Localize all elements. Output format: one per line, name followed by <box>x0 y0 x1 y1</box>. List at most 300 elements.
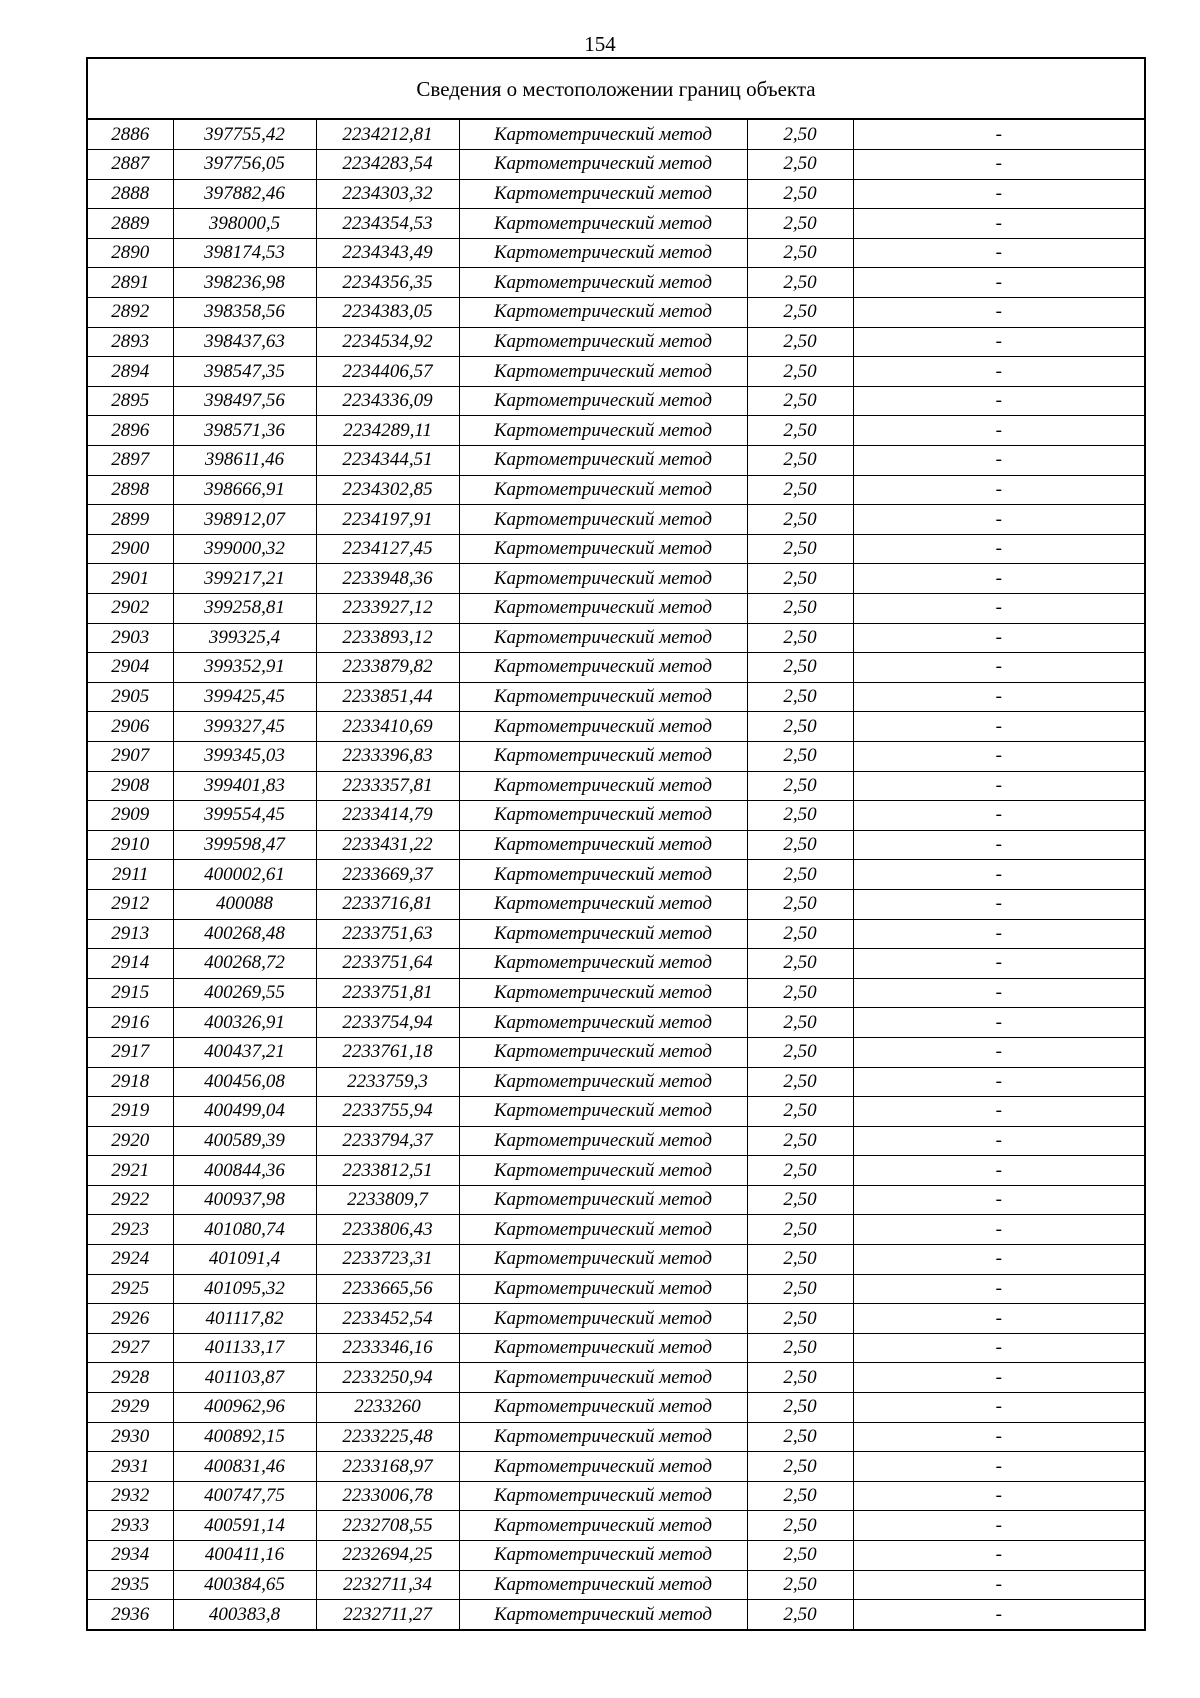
description-cell: - <box>853 1245 1144 1275</box>
description-cell: - <box>853 860 1144 890</box>
description-cell: - <box>853 1570 1144 1600</box>
method-cell: Картометрический метод <box>459 653 747 683</box>
table-row <box>88 1541 1144 1571</box>
method-cell: Картометрический метод <box>459 505 747 535</box>
description-cell: - <box>853 150 1144 180</box>
precision-cell: 2,50 <box>747 712 853 742</box>
x-coordinate-cell: 400937,98 <box>173 1185 316 1215</box>
y-coordinate-cell: 2233168,97 <box>316 1452 459 1482</box>
x-coordinate-cell: 400002,61 <box>173 860 316 890</box>
method-cell: Картометрический метод <box>459 1481 747 1511</box>
y-coordinate-cell: 2232711,27 <box>316 1600 459 1630</box>
x-coordinate-cell: 399325,4 <box>173 623 316 653</box>
precision-cell: 2,50 <box>747 1363 853 1393</box>
y-coordinate-cell: 2233759,3 <box>316 1067 459 1097</box>
point-number-cell: 2903 <box>88 623 173 653</box>
y-coordinate-cell: 2234302,85 <box>316 475 459 505</box>
y-coordinate-cell: 2234336,09 <box>316 386 459 416</box>
method-cell: Картометрический метод <box>459 446 747 476</box>
point-number-cell: 2901 <box>88 564 173 594</box>
method-cell: Картометрический метод <box>459 889 747 919</box>
description-cell: - <box>853 623 1144 653</box>
table-row <box>88 1333 1144 1363</box>
method-cell: Картометрический метод <box>459 1156 747 1186</box>
method-cell: Картометрический метод <box>459 120 747 150</box>
table-row <box>88 712 1144 742</box>
point-number-cell: 2900 <box>88 534 173 564</box>
x-coordinate-cell: 400591,14 <box>173 1511 316 1541</box>
y-coordinate-cell: 2233754,94 <box>316 1008 459 1038</box>
x-coordinate-cell: 397882,46 <box>173 179 316 209</box>
x-coordinate-cell: 400268,48 <box>173 919 316 949</box>
description-cell: - <box>853 712 1144 742</box>
description-cell: - <box>853 386 1144 416</box>
x-coordinate-cell: 399345,03 <box>173 741 316 771</box>
description-cell: - <box>853 327 1144 357</box>
y-coordinate-cell: 2233250,94 <box>316 1363 459 1393</box>
description-cell: - <box>853 889 1144 919</box>
precision-cell: 2,50 <box>747 1333 853 1363</box>
description-cell: - <box>853 1008 1144 1038</box>
method-cell: Картометрический метод <box>459 564 747 594</box>
description-cell: - <box>853 1097 1144 1127</box>
method-cell: Картометрический метод <box>459 1245 747 1275</box>
table-row <box>88 1097 1144 1127</box>
table-row <box>88 1126 1144 1156</box>
point-number-cell: 2922 <box>88 1185 173 1215</box>
point-number-cell: 2929 <box>88 1393 173 1423</box>
table-row <box>88 298 1144 328</box>
point-number-cell: 2935 <box>88 1570 173 1600</box>
precision-cell: 2,50 <box>747 1126 853 1156</box>
precision-cell: 2,50 <box>747 1304 853 1334</box>
x-coordinate-cell: 398611,46 <box>173 446 316 476</box>
description-cell: - <box>853 238 1144 268</box>
table-row <box>88 268 1144 298</box>
y-coordinate-cell: 2234406,57 <box>316 357 459 387</box>
method-cell: Картометрический метод <box>459 623 747 653</box>
y-coordinate-cell: 2233794,37 <box>316 1126 459 1156</box>
y-coordinate-cell: 2233809,7 <box>316 1185 459 1215</box>
y-coordinate-cell: 2233669,37 <box>316 860 459 890</box>
method-cell: Картометрический метод <box>459 327 747 357</box>
x-coordinate-cell: 398000,5 <box>173 209 316 239</box>
precision-cell: 2,50 <box>747 801 853 831</box>
precision-cell: 2,50 <box>747 830 853 860</box>
table-row <box>88 1363 1144 1393</box>
point-number-cell: 2890 <box>88 238 173 268</box>
y-coordinate-cell: 2233751,64 <box>316 949 459 979</box>
precision-cell: 2,50 <box>747 150 853 180</box>
x-coordinate-cell: 400268,72 <box>173 949 316 979</box>
method-cell: Картометрический метод <box>459 594 747 624</box>
precision-cell: 2,50 <box>747 298 853 328</box>
point-number-cell: 2920 <box>88 1126 173 1156</box>
point-number-cell: 2911 <box>88 860 173 890</box>
point-number-cell: 2899 <box>88 505 173 535</box>
precision-cell: 2,50 <box>747 741 853 771</box>
description-cell: - <box>853 179 1144 209</box>
method-cell: Картометрический метод <box>459 238 747 268</box>
y-coordinate-cell: 2233346,16 <box>316 1333 459 1363</box>
table-row <box>88 771 1144 801</box>
table-row <box>88 919 1144 949</box>
description-cell: - <box>853 1215 1144 1245</box>
point-number-cell: 2896 <box>88 416 173 446</box>
table-row <box>88 1422 1144 1452</box>
table-row <box>88 1304 1144 1334</box>
precision-cell: 2,50 <box>747 1215 853 1245</box>
point-number-cell: 2916 <box>88 1008 173 1038</box>
description-cell: - <box>853 1067 1144 1097</box>
point-number-cell: 2934 <box>88 1541 173 1571</box>
x-coordinate-cell: 400844,36 <box>173 1156 316 1186</box>
table-row <box>88 209 1144 239</box>
table-row <box>88 386 1144 416</box>
point-number-cell: 2912 <box>88 889 173 919</box>
point-number-cell: 2894 <box>88 357 173 387</box>
precision-cell: 2,50 <box>747 238 853 268</box>
point-number-cell: 2917 <box>88 1037 173 1067</box>
point-number-cell: 2914 <box>88 949 173 979</box>
method-cell: Картометрический метод <box>459 830 747 860</box>
x-coordinate-cell: 397755,42 <box>173 120 316 150</box>
y-coordinate-cell: 2233396,83 <box>316 741 459 771</box>
x-coordinate-cell: 399401,83 <box>173 771 316 801</box>
table-row <box>88 1245 1144 1275</box>
x-coordinate-cell: 400892,15 <box>173 1422 316 1452</box>
description-cell: - <box>853 564 1144 594</box>
precision-cell: 2,50 <box>747 179 853 209</box>
method-cell: Картометрический метод <box>459 1185 747 1215</box>
table-row <box>88 1600 1144 1630</box>
description-cell: - <box>995 1603 1002 1625</box>
table-row <box>88 682 1144 712</box>
description-cell: - <box>853 1481 1144 1511</box>
method-cell: Картометрический метод <box>459 1600 747 1630</box>
description-cell: - <box>853 594 1144 624</box>
x-coordinate-cell: 398547,35 <box>173 357 316 387</box>
point-number-cell: 2930 <box>88 1422 173 1452</box>
table-row <box>88 889 1144 919</box>
precision-cell: 2,50 <box>747 889 853 919</box>
y-coordinate-cell: 2234127,45 <box>316 534 459 564</box>
precision-cell: 2,50 <box>747 1452 853 1482</box>
point-number-cell: 2891 <box>88 268 173 298</box>
precision-cell: 2,50 <box>747 949 853 979</box>
table-row <box>88 830 1144 860</box>
description-cell: - <box>853 209 1144 239</box>
description-cell: - <box>853 505 1144 535</box>
table-row <box>88 1185 1144 1215</box>
x-coordinate-cell: 399258,81 <box>173 594 316 624</box>
x-coordinate-cell: 399000,32 <box>173 534 316 564</box>
precision-cell: 2,50 <box>747 1245 853 1275</box>
method-cell: Картометрический метод <box>459 801 747 831</box>
y-coordinate-cell: 2233225,48 <box>316 1422 459 1452</box>
x-coordinate-cell: 398571,36 <box>173 416 316 446</box>
table-row <box>88 1274 1144 1304</box>
method-cell: Картометрический метод <box>459 357 747 387</box>
table-row <box>88 1156 1144 1186</box>
description-cell: - <box>853 919 1144 949</box>
precision-cell: 2,50 <box>747 1097 853 1127</box>
precision-cell: 2,50 <box>747 1511 853 1541</box>
x-coordinate-cell: 398236,98 <box>173 268 316 298</box>
y-coordinate-cell: 2233716,81 <box>316 889 459 919</box>
precision-cell: 2,50 <box>747 386 853 416</box>
x-coordinate-cell: 400747,75 <box>173 1481 316 1511</box>
method-cell: Картометрический метод <box>459 1541 747 1571</box>
description-cell: - <box>853 801 1144 831</box>
y-coordinate-cell: 2233751,81 <box>316 978 459 1008</box>
method-cell: Картометрический метод <box>459 682 747 712</box>
point-number-cell: 2907 <box>88 741 173 771</box>
description-cell: - <box>853 475 1144 505</box>
table-row <box>88 1570 1144 1600</box>
point-number-cell: 2897 <box>88 446 173 476</box>
x-coordinate-cell: 400962,96 <box>173 1393 316 1423</box>
y-coordinate-cell: 2233761,18 <box>316 1037 459 1067</box>
x-coordinate-cell: 398666,91 <box>173 475 316 505</box>
precision-cell: 2,50 <box>747 623 853 653</box>
method-cell: Картометрический метод <box>459 416 747 446</box>
precision-cell: 2,50 <box>747 446 853 476</box>
x-coordinate-cell: 398912,07 <box>173 505 316 535</box>
table-row <box>88 623 1144 653</box>
description-cell: - <box>853 1363 1144 1393</box>
point-number-cell: 2927 <box>88 1333 173 1363</box>
method-cell: Картометрический метод <box>459 1274 747 1304</box>
method-cell: Картометрический метод <box>459 1363 747 1393</box>
table-row <box>88 1215 1144 1245</box>
x-coordinate-cell: 398358,56 <box>173 298 316 328</box>
description-cell: - <box>853 1452 1144 1482</box>
point-number-cell: 2886 <box>88 120 173 150</box>
precision-cell: 2,50 <box>747 1185 853 1215</box>
precision-cell: 2,50 <box>747 120 853 150</box>
method-cell: Картометрический метод <box>459 298 747 328</box>
precision-cell: 2,50 <box>747 1600 853 1630</box>
table-row <box>88 416 1144 446</box>
y-coordinate-cell: 2233723,31 <box>316 1245 459 1275</box>
y-coordinate-cell: 2233851,44 <box>316 682 459 712</box>
point-number-cell: 2906 <box>88 712 173 742</box>
description-cell: - <box>853 1126 1144 1156</box>
y-coordinate-cell: 2233812,51 <box>316 1156 459 1186</box>
x-coordinate-cell: 398497,56 <box>173 386 316 416</box>
y-coordinate-cell: 2233755,94 <box>316 1097 459 1127</box>
precision-cell: 2,50 <box>747 1037 853 1067</box>
description-cell: - <box>853 1304 1144 1334</box>
table-row <box>88 564 1144 594</box>
y-coordinate-cell: 2234303,32 <box>316 179 459 209</box>
point-number-cell: 2902 <box>88 594 173 624</box>
point-number-cell: 2915 <box>88 978 173 1008</box>
description-cell: - <box>853 1541 1144 1571</box>
precision-cell: 2,50 <box>747 682 853 712</box>
y-coordinate-cell: 2234283,54 <box>316 150 459 180</box>
description-cell: - <box>853 298 1144 328</box>
y-coordinate-cell: 2232708,55 <box>316 1511 459 1541</box>
x-coordinate-cell: 401091,4 <box>173 1245 316 1275</box>
x-coordinate-cell: 401095,32 <box>173 1274 316 1304</box>
page-number: 154 <box>584 32 616 56</box>
point-number-cell: 2919 <box>88 1097 173 1127</box>
y-coordinate-cell: 2233431,22 <box>316 830 459 860</box>
precision-cell: 2,50 <box>747 594 853 624</box>
boundary-table-sheet <box>86 57 1146 1631</box>
precision-cell: 2,50 <box>747 416 853 446</box>
description-cell: - <box>853 1393 1144 1423</box>
description-cell: - <box>853 653 1144 683</box>
method-cell: Картометрический метод <box>459 1097 747 1127</box>
precision-cell: 2,50 <box>747 1008 853 1038</box>
x-coordinate-cell: 398174,53 <box>173 238 316 268</box>
x-coordinate-cell: 401103,87 <box>173 1363 316 1393</box>
method-cell: Картометрический метод <box>459 1304 747 1334</box>
x-coordinate-cell: 400269,55 <box>173 978 316 1008</box>
table-row <box>88 1481 1144 1511</box>
x-coordinate-cell: 401117,82 <box>173 1304 316 1334</box>
y-coordinate-cell: 2233410,69 <box>316 712 459 742</box>
y-coordinate-cell: 2233665,56 <box>316 1274 459 1304</box>
method-cell: Картометрический метод <box>459 1067 747 1097</box>
x-coordinate-cell: 400437,21 <box>173 1037 316 1067</box>
point-number-cell: 2924 <box>88 1245 173 1275</box>
description-cell: - <box>853 949 1144 979</box>
method-cell: Картометрический метод <box>459 1452 747 1482</box>
x-coordinate-cell: 400499,04 <box>173 1097 316 1127</box>
y-coordinate-cell: 2232694,25 <box>316 1541 459 1571</box>
y-coordinate-cell: 2234289,11 <box>316 416 459 446</box>
x-coordinate-cell: 400384,65 <box>173 1570 316 1600</box>
point-number-cell: 2887 <box>88 150 173 180</box>
table-row <box>88 653 1144 683</box>
x-coordinate-cell: 399352,91 <box>173 653 316 683</box>
x-coordinate-cell: 399425,45 <box>173 682 316 712</box>
description-cell: - <box>853 357 1144 387</box>
precision-cell: 2,50 <box>747 1570 853 1600</box>
x-coordinate-cell: 401133,17 <box>173 1333 316 1363</box>
point-number-cell: 2913 <box>88 919 173 949</box>
table-row <box>88 534 1144 564</box>
description-cell: - <box>853 1274 1144 1304</box>
table-row <box>88 1452 1144 1482</box>
point-number-cell: 2932 <box>88 1481 173 1511</box>
precision-cell: 2,50 <box>747 919 853 949</box>
method-cell: Картометрический метод <box>459 179 747 209</box>
y-coordinate-cell: 2233893,12 <box>316 623 459 653</box>
table-row <box>88 860 1144 890</box>
method-cell: Картометрический метод <box>459 1037 747 1067</box>
point-number-cell: 2892 <box>88 298 173 328</box>
point-number-cell: 2904 <box>88 653 173 683</box>
method-cell: Картометрический метод <box>459 949 747 979</box>
point-number-cell: 2936 <box>88 1600 173 1630</box>
precision-cell: 2,50 <box>747 564 853 594</box>
point-number-cell: 2925 <box>88 1274 173 1304</box>
method-cell: Картометрический метод <box>459 1422 747 1452</box>
table-row <box>88 327 1144 357</box>
method-cell: Картометрический метод <box>459 1008 747 1038</box>
precision-cell: 2,50 <box>747 327 853 357</box>
x-coordinate-cell: 399554,45 <box>173 801 316 831</box>
y-coordinate-cell: 2233452,54 <box>316 1304 459 1334</box>
precision-cell: 2,50 <box>747 209 853 239</box>
precision-cell: 2,50 <box>747 1393 853 1423</box>
precision-cell: 2,50 <box>747 1156 853 1186</box>
x-coordinate-cell: 400088 <box>173 889 316 919</box>
precision-cell: 2,50 <box>747 534 853 564</box>
y-coordinate-cell: 2233927,12 <box>316 594 459 624</box>
method-cell: Картометрический метод <box>459 978 747 1008</box>
table-row <box>88 505 1144 535</box>
method-cell: Картометрический метод <box>459 771 747 801</box>
description-cell: - <box>853 1037 1144 1067</box>
method-cell: Картометрический метод <box>459 741 747 771</box>
y-coordinate-cell: 2233879,82 <box>316 653 459 683</box>
method-cell: Картометрический метод <box>459 268 747 298</box>
point-number-cell: 2905 <box>88 682 173 712</box>
point-number-cell: 2909 <box>88 801 173 831</box>
description-cell: - <box>853 1333 1144 1363</box>
table-row <box>88 446 1144 476</box>
description-cell: - <box>853 446 1144 476</box>
table-row <box>88 741 1144 771</box>
method-cell: Картометрический метод <box>459 919 747 949</box>
precision-cell: 2,50 <box>747 1274 853 1304</box>
x-coordinate-cell: 399217,21 <box>173 564 316 594</box>
description-cell: - <box>853 416 1144 446</box>
x-coordinate-cell: 399598,47 <box>173 830 316 860</box>
precision-cell: 2,50 <box>747 653 853 683</box>
point-number-cell: 2888 <box>88 179 173 209</box>
method-cell: Картометрический метод <box>459 1126 747 1156</box>
x-coordinate-cell: 398437,63 <box>173 327 316 357</box>
x-coordinate-cell: 399327,45 <box>173 712 316 742</box>
precision-cell: 2,50 <box>747 1481 853 1511</box>
y-coordinate-cell: 2233414,79 <box>316 801 459 831</box>
precision-cell: 2,50 <box>747 771 853 801</box>
method-cell: Картометрический метод <box>459 712 747 742</box>
x-coordinate-cell: 401080,74 <box>173 1215 316 1245</box>
point-number-cell: 2933 <box>88 1511 173 1541</box>
precision-cell: 2,50 <box>747 1422 853 1452</box>
description-cell: - <box>853 682 1144 712</box>
precision-cell: 2,50 <box>747 357 853 387</box>
y-coordinate-cell: 2233806,43 <box>316 1215 459 1245</box>
precision-cell: 2,50 <box>747 1541 853 1571</box>
y-coordinate-cell: 2234212,81 <box>316 120 459 150</box>
method-cell: Картометрический метод <box>459 1215 747 1245</box>
point-number-cell: 2918 <box>88 1067 173 1097</box>
method-cell: Картометрический метод <box>459 1333 747 1363</box>
point-number-cell: 2926 <box>88 1304 173 1334</box>
y-coordinate-cell: 2234356,35 <box>316 268 459 298</box>
point-number-cell: 2928 <box>88 1363 173 1393</box>
precision-cell: 2,50 <box>747 978 853 1008</box>
x-coordinate-cell: 400411,16 <box>173 1541 316 1571</box>
method-cell: Картометрический метод <box>459 534 747 564</box>
table-row <box>88 475 1144 505</box>
description-cell: - <box>853 1511 1144 1541</box>
y-coordinate-cell: 2233751,63 <box>316 919 459 949</box>
table-row <box>88 150 1144 180</box>
description-cell: - <box>853 1422 1144 1452</box>
point-number-cell: 2908 <box>88 771 173 801</box>
point-number-cell: 2898 <box>88 475 173 505</box>
